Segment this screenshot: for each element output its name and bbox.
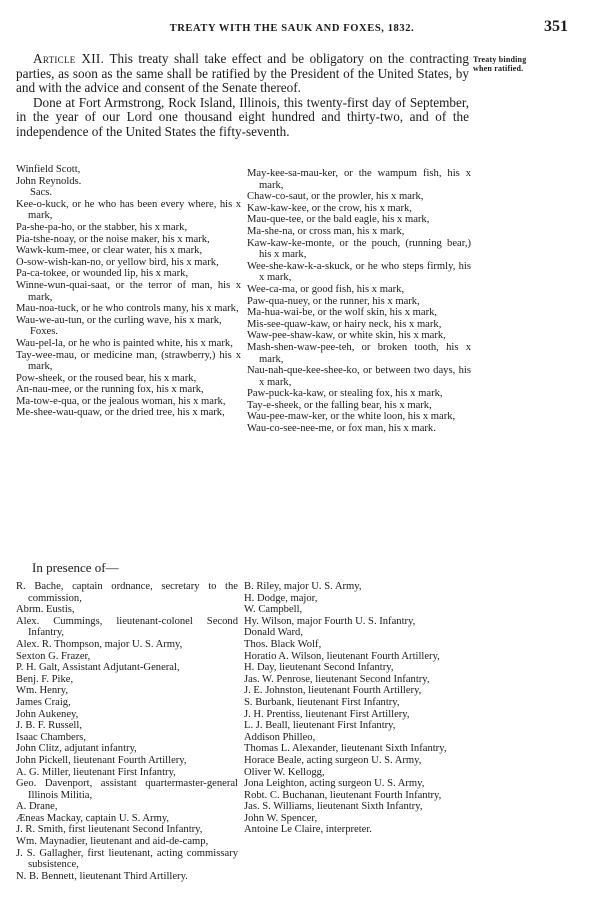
margin-note <box>473 55 583 73</box>
signatory-entry: Wee-she-kaw-k-a-skuck, or he who steps firmly, his x mark, <box>247 260 471 284</box>
witness-entry: Sexton G. Frazer, <box>16 650 91 662</box>
witness-entry: W. Campbell, <box>244 604 303 616</box>
witness-entry: J. E. Johnston, lieutenant Fourth Artillery, <box>244 685 422 697</box>
signatories-left-column <box>16 164 241 419</box>
witness-entry: James Craig, <box>16 696 71 708</box>
signatory-entry: Mau-noa-tuck, or he who controls many, his x mark, <box>16 303 239 315</box>
signatory-entry: Wau-pee-maw-ker, or the white loon, his x mark, <box>247 411 456 423</box>
article-paragraph <box>16 52 469 96</box>
signatory-entry: Pia-tshe-noay, or the noise maker, his x mark, <box>16 233 210 245</box>
witnesses-right-column <box>244 581 468 836</box>
tribe-subheading: Foxes. <box>30 326 58 338</box>
signatory-entry: O-sow-wish-kan-no, or yellow bird, his x mark, <box>16 256 219 268</box>
witness-entry: Hy. Wilson, major Fourth U. S. Infantry, <box>244 615 416 627</box>
signatory-entry: Kee-o-kuck, or he who has been every where, his x mark, <box>16 198 241 222</box>
witness-entry: Thomas L. Alexander, lieutenant Sixth Infantry, <box>244 743 447 755</box>
running-head: TREATY WITH THE SAUK AND FOXES, 1832. <box>169 23 415 34</box>
witness-entry: John W. Spencer, <box>244 812 318 824</box>
signatory-entry: An-nau-mee, or the running fox, his x mark, <box>16 384 204 396</box>
signatory-entry: Mis-see-quaw-kaw, or hairy neck, his x mark, <box>247 318 442 330</box>
witness-entry: R. Bache, captain ordnance, secretary to the commission, <box>16 581 238 604</box>
witness-entry: B. Riley, major U. S. Army, <box>244 581 362 592</box>
witness-entry: Jas. W. Penrose, lieutenant Second Infantry, <box>244 673 430 685</box>
witness-entry: N. B. Bennett, lieutenant Third Artillery. <box>16 870 188 882</box>
witness-entry: J. B. F. Russell, <box>16 720 82 732</box>
witness-entry: J. S. Gallagher, first lieutenant, acting commissary subsistence, <box>16 847 238 871</box>
witness-entry: Donald Ward, <box>244 627 303 639</box>
signatory-entry: Tay-wee-mau, or medicine man, (strawberry,) his x mark, <box>16 349 241 373</box>
tribe-subheading: Sacs. <box>30 187 53 199</box>
page-header <box>12 18 572 40</box>
done-at-paragraph: Done at Fort Armstrong, Rock Island, Illinois, this twenty-first day of September, in the year of our Lord one thousand eight hundred and thirty-two, and of the independence of the United States the fifty-seventh. <box>16 94 469 139</box>
signatory-entry: May-kee-sa-mau-ker, or the wampum fish, his x mark, <box>247 168 471 191</box>
signatory-entry: Mash-shen-waw-pee-teh, or broken tooth, his x mark, <box>247 341 471 365</box>
witness-entry: Abrm. Eustis, <box>16 604 75 616</box>
signatory-entry: Kaw-kaw-kee, or the crow, his x mark, <box>247 202 412 214</box>
witnesses-left-column <box>16 581 238 882</box>
witness-entry: H. Day, lieutenant Second Infantry, <box>244 662 394 674</box>
witness-entry: Horatio A. Wilson, lieutenant Fourth Artillery, <box>244 650 440 662</box>
signatory-entry: Paw-qua-nuey, or the runner, his x mark, <box>247 295 420 307</box>
signatory-entry: Pa-ca-tokee, or wounded lip, his x mark, <box>16 268 189 280</box>
witness-entry: John Pickell, lieutenant Fourth Artillery, <box>16 754 187 766</box>
witness-entry: Robt. C. Buchanan, lieutenant Fourth Infantry, <box>244 789 442 801</box>
signatories-right-column <box>247 168 471 435</box>
witness-entry: John Aukeney, <box>16 708 79 720</box>
witness-entry: A. Drane, <box>16 801 58 813</box>
witness-entry: J. H. Prentiss, lieutenant First Artillery, <box>244 708 410 720</box>
signatory-entry: Winne-wun-quai-saat, or the terror of man, his x mark, <box>16 279 241 303</box>
signatory-entry: Kaw-kaw-ke-monte, or the pouch, (running bear,) his x mark, <box>247 237 471 261</box>
in-presence-heading: In presence of— <box>32 560 119 575</box>
witness-entry: P. H. Galt, Assistant Adjutant-General, <box>16 662 180 674</box>
witness-entry: A. G. Miller, lieutenant First Infantry, <box>16 766 176 778</box>
witness-entry: Isaac Chambers, <box>16 731 87 743</box>
witness-entry: J. R. Smith, first lieutenant Second Infantry, <box>16 824 203 836</box>
signatory-entry: Pa-she-pa-ho, or the stabber, his x mark, <box>16 221 188 233</box>
signatory-entry: John Reynolds. <box>16 175 82 187</box>
witness-entry: Addison Philleo, <box>244 731 316 743</box>
signatory-entry: Wau-pel-la, or he who is painted white, his x mark, <box>16 337 233 349</box>
signatory-entry: Winfield Scott, <box>16 164 81 175</box>
signatory-entry: Wau-co-see-nee-me, or fox man, his x mark. <box>247 423 436 435</box>
signatory-entry: Chaw-co-saut, or the prowler, his x mark, <box>247 191 424 203</box>
witness-entry: John Clitz, adjutant infantry, <box>16 743 137 755</box>
margin-note-line: when ratified. <box>473 64 524 73</box>
witness-entry: Jas. S. Williams, lieutenant Sixth Infantry, <box>244 801 423 813</box>
signatory-entry: Nau-nah-que-kee-shee-ko, or between two days, his x mark, <box>247 365 471 388</box>
article-label: Article XII. <box>33 51 105 66</box>
signatory-entry: Wau-we-au-tun, or the curling wave, his x mark, <box>16 314 222 326</box>
witness-entry: Wm. Henry, <box>16 685 68 697</box>
article-text: This treaty shall take effect and be obligatory on the contracting parties, as soon as the same shall be ratified by the President of the United States, by and with the advice and consent of the Senate thereof. <box>16 51 469 96</box>
witness-entry: Æneas Mackay, captain U. S. Army, <box>16 812 170 824</box>
witness-entry: Alex. R. Thompson, major U. S. Army, <box>16 638 183 650</box>
page-number: 351 <box>544 18 568 35</box>
witness-entry: S. Burbank, lieutenant First Infantry, <box>244 696 400 708</box>
signatory-entry: Ma-tow-e-qua, or the jealous woman, his x mark, <box>16 395 226 407</box>
witness-entry: Oliver W. Kellogg, <box>244 766 325 778</box>
signatory-entry: Wee-ca-ma, or good fish, his x mark, <box>247 283 405 295</box>
signatory-entry: Waw-pee-shaw-kaw, or white skin, his x mark, <box>247 330 446 342</box>
witness-entry: Horace Beale, acting surgeon U. S. Army, <box>244 754 422 766</box>
signatory-entry: Ma-she-na, or cross man, his x mark, <box>247 225 405 237</box>
witness-entry: Thos. Black Wolf, <box>244 638 322 650</box>
signatory-entry: Wawk-kum-mee, or clear water, his x mark, <box>16 245 203 257</box>
signatory-entry: Tay-e-sheek, or the falling bear, his x mark, <box>247 399 432 411</box>
signatory-entry: Mau-que-tee, or the bald eagle, his x mark, <box>247 214 430 226</box>
margin-note-line: Treaty binding <box>473 55 527 64</box>
witness-entry: H. Dodge, major, <box>244 592 318 604</box>
signatory-entry: Me-shee-wau-quaw, or the dried tree, his x mark, <box>16 407 225 419</box>
witness-entry: Alex. Cummings, lieutenant-colonel Second Infantry, <box>16 615 238 639</box>
witness-entry: Wm. Maynadier, lieutenant and aid-de-camp, <box>16 836 209 848</box>
witness-entry: L. J. Beall, lieutenant First Infantry, <box>244 720 396 732</box>
signatory-entry: Pow-sheek, or the roused bear, his x mark, <box>16 372 197 384</box>
witness-entry: Benj. F. Pike, <box>16 673 74 685</box>
witness-entry: Antoine Le Claire, interpreter. <box>244 824 372 836</box>
signatory-entry: Paw-puck-ka-kaw, or stealing fox, his x mark, <box>247 388 443 400</box>
treaty-body <box>16 52 469 140</box>
witness-entry: Jona Leighton, acting surgeon U. S. Army, <box>244 778 425 790</box>
signatory-entry: Ma-hua-wai-be, or the wolf skin, his x mark, <box>247 307 438 319</box>
witness-entry: Geo. Davenport, assistant quartermaster-general Illinois Militia, <box>16 778 238 801</box>
